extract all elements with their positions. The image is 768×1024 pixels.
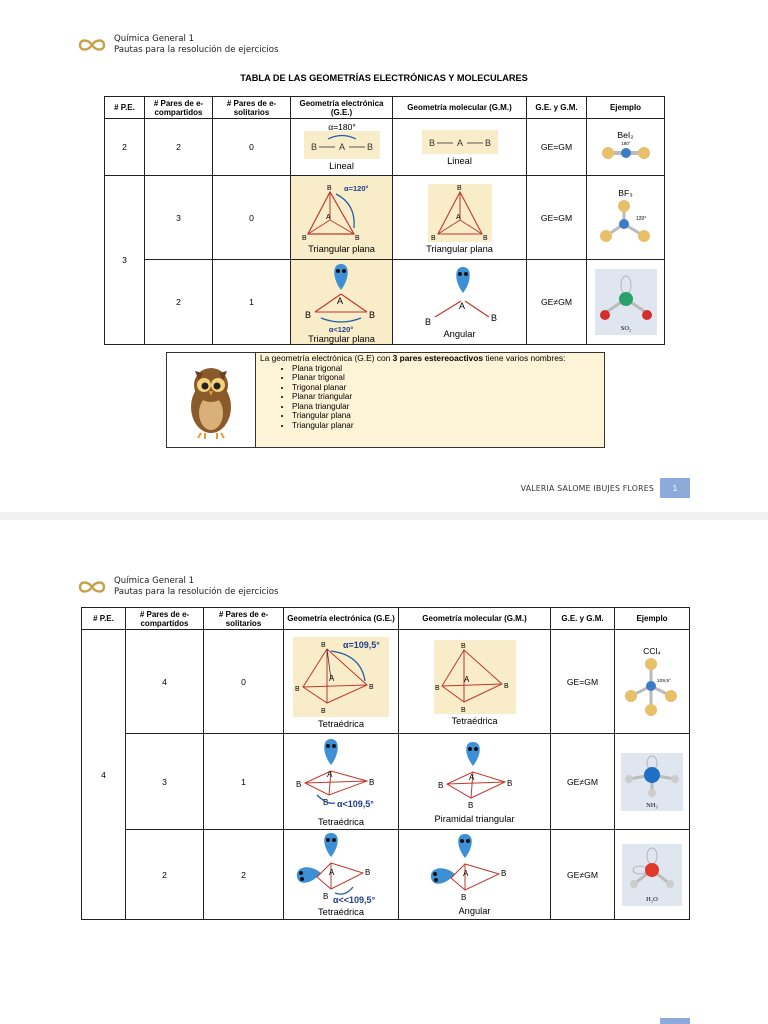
shared-pairs-cell: 4 bbox=[126, 630, 204, 734]
table-row bbox=[82, 734, 690, 830]
author-name: VALERIA SALOME IBUJES FLORES bbox=[520, 483, 654, 493]
geometry-table bbox=[104, 96, 665, 345]
atom-b-label: B bbox=[490, 313, 497, 323]
pyramidal-molecular-diagram bbox=[425, 740, 525, 814]
col-header-gm: Geometría molecular (G.M.) bbox=[399, 608, 551, 630]
atom-b-label: B bbox=[500, 868, 506, 878]
name-list bbox=[260, 364, 600, 431]
col-header-shared: # Pares de e- compartidos bbox=[145, 97, 213, 119]
example-cell bbox=[587, 119, 665, 176]
lone-pairs-cell: 1 bbox=[204, 734, 284, 830]
example-formula: BF₃ bbox=[618, 187, 633, 198]
bf3-molecule-model bbox=[596, 198, 656, 248]
angle-label: α=109,5° bbox=[343, 639, 380, 650]
atom-b-label: B bbox=[323, 891, 329, 901]
page-number-badge: 1 bbox=[660, 478, 690, 498]
tetrahedral-molecular-diagram bbox=[432, 638, 518, 716]
table-row bbox=[105, 119, 665, 176]
example-angle: 180° bbox=[620, 141, 631, 146]
atom-b-label: B bbox=[295, 685, 300, 693]
atom-a-label: A bbox=[338, 142, 345, 152]
atom-b-label: B bbox=[456, 184, 462, 192]
linear-molecular-diagram bbox=[420, 128, 500, 156]
col-header-gegm: G.E. y G.M. bbox=[527, 97, 587, 119]
gm-cell bbox=[393, 119, 527, 176]
pe-cell: 3 bbox=[105, 176, 145, 345]
nh3-molecule-model bbox=[621, 753, 683, 811]
table-row bbox=[105, 260, 665, 345]
atom-b-label: B bbox=[301, 234, 307, 242]
shared-pairs-cell: 3 bbox=[126, 734, 204, 830]
atom-b-label: B bbox=[354, 234, 360, 242]
atom-b-label: B bbox=[430, 234, 436, 242]
so2-molecule-model bbox=[595, 269, 657, 335]
ccl4-molecule-model bbox=[621, 656, 683, 718]
angle-label: α=180° bbox=[327, 123, 356, 132]
lone-pairs-cell: 0 bbox=[213, 119, 291, 176]
angle-label: α<120° bbox=[328, 325, 353, 334]
ge-caption: Tetraédrica bbox=[318, 718, 364, 729]
pe-cell: 4 bbox=[82, 630, 126, 920]
atom-b-label: B bbox=[310, 142, 317, 152]
atom-b-label: B bbox=[296, 779, 302, 789]
atom-b-label: B bbox=[503, 682, 509, 690]
atom-a-label: A bbox=[329, 673, 335, 683]
atom-b-label: B bbox=[323, 797, 329, 807]
atom-a-label: A bbox=[468, 772, 474, 782]
gm-caption: Tetraédrica bbox=[451, 715, 498, 726]
atom-b-label: B bbox=[506, 778, 512, 788]
atom-b-label: B bbox=[484, 138, 491, 148]
linear-geometry-diagram bbox=[302, 123, 382, 161]
example-formula: BeI₂ bbox=[617, 130, 634, 140]
gm-caption: Piramidal triangular bbox=[434, 813, 515, 824]
atom-b-label: B bbox=[460, 706, 466, 714]
atom-b-label: B bbox=[369, 683, 374, 691]
list-item: • Triangular plana bbox=[292, 411, 600, 421]
page-number-tab bbox=[660, 1018, 690, 1024]
angle-label: α<<109,5° bbox=[333, 894, 376, 905]
atom-a-label: A bbox=[462, 868, 468, 878]
trigonal-lone-pair-diagram bbox=[297, 260, 387, 334]
angle-label: α<109,5° bbox=[337, 798, 374, 809]
page-header bbox=[78, 576, 278, 598]
col-header-example: Ejemplo bbox=[587, 97, 665, 119]
header-subtitle: Pautas para la resolución de ejercicios bbox=[114, 587, 279, 597]
lone-pairs-cell: 1 bbox=[213, 260, 291, 345]
example-formula: SO₂ bbox=[620, 325, 631, 332]
shared-pairs-cell: 2 bbox=[145, 260, 213, 345]
example-cell bbox=[587, 260, 665, 345]
atom-a-label: A bbox=[329, 867, 335, 877]
gm-cell bbox=[393, 260, 527, 345]
list-item: • Planar trigonal bbox=[292, 373, 600, 383]
ge-caption: Triangular plana bbox=[308, 334, 375, 344]
col-header-pe: # P.E. bbox=[82, 608, 126, 630]
gegm-cell: GE=GM bbox=[551, 630, 615, 734]
lone-pairs-cell: 2 bbox=[204, 830, 284, 920]
atom-b-label: B bbox=[437, 780, 443, 790]
trigonal-planar-geometry-diagram bbox=[300, 182, 384, 244]
atom-a-label: A bbox=[458, 301, 465, 311]
table-title: TABLA DE LAS GEOMETRÍAS ELECTRÓNICAS Y MOLECULARES bbox=[240, 73, 528, 83]
col-header-ge: Geometría electrónica (G.E.) bbox=[284, 608, 399, 630]
shared-pairs-cell: 3 bbox=[145, 176, 213, 260]
atom-b-label: B bbox=[424, 317, 431, 327]
ge-caption: Lineal bbox=[329, 161, 354, 171]
example-angle: 109,5° bbox=[657, 678, 671, 684]
header-course: Química General 1 bbox=[114, 576, 195, 586]
col-header-pe: # P.E. bbox=[105, 97, 145, 119]
gegm-cell: GE=GM bbox=[527, 119, 587, 176]
tetrahedral-two-lone-pairs-diagram bbox=[291, 833, 391, 907]
atom-b-label: B bbox=[434, 684, 440, 692]
gegm-cell: GE=GM bbox=[527, 176, 587, 260]
ge-cell bbox=[284, 830, 399, 920]
atom-a-label: A bbox=[463, 674, 469, 684]
atom-b-label: B bbox=[428, 138, 435, 148]
lone-pairs-cell: 0 bbox=[204, 630, 284, 734]
example-cell bbox=[587, 176, 665, 260]
header-subtitle: Pautas para la resolución de ejercicios bbox=[114, 45, 279, 55]
shared-pairs-cell: 2 bbox=[126, 830, 204, 920]
header-course: Química General 1 bbox=[114, 34, 195, 44]
gm-caption: Angular bbox=[458, 905, 491, 916]
note-intro: La geometría electrónica (G.E) con 3 pares estereoactivos tiene varios nombres: bbox=[260, 353, 566, 363]
geometry-table-continued bbox=[81, 607, 690, 920]
atom-b-label: B bbox=[467, 800, 473, 810]
col-header-lone: # Pares de e- solitarios bbox=[204, 608, 284, 630]
gm-caption: Angular bbox=[443, 329, 476, 339]
owl-mascot-icon bbox=[181, 359, 241, 441]
angle-label: α=120° bbox=[343, 183, 369, 193]
list-item: • Planar triangular bbox=[292, 392, 600, 402]
bent-molecular-diagram bbox=[425, 834, 525, 906]
atom-b-label: B bbox=[321, 641, 326, 649]
table-row bbox=[82, 630, 690, 734]
atom-b-label: B bbox=[304, 310, 311, 320]
angular-molecular-diagram bbox=[415, 265, 505, 329]
gegm-cell: GE≠GM bbox=[551, 830, 615, 920]
col-header-shared: # Pares de e- compartidos bbox=[126, 608, 204, 630]
atom-a-label: A bbox=[455, 213, 461, 221]
h2o-molecule-model bbox=[622, 844, 682, 906]
pe-cell: 2 bbox=[105, 119, 145, 176]
col-header-gm: Geometría molecular (G.M.) bbox=[393, 97, 527, 119]
gegm-cell: GE≠GM bbox=[527, 260, 587, 345]
gm-cell bbox=[399, 630, 551, 734]
example-cell bbox=[615, 734, 690, 830]
info-note bbox=[166, 352, 605, 448]
table-row bbox=[105, 176, 665, 260]
example-formula: CCl₄ bbox=[643, 645, 661, 656]
atom-a-label: A bbox=[456, 138, 463, 148]
list-item: • Plana trigonal bbox=[292, 364, 600, 374]
document-page-2 bbox=[0, 520, 768, 1024]
gm-caption: Lineal bbox=[447, 156, 472, 166]
table-row bbox=[82, 830, 690, 920]
example-cell bbox=[615, 830, 690, 920]
infinity-icon bbox=[78, 580, 106, 594]
atom-b-label: B bbox=[482, 234, 488, 242]
atom-a-label: A bbox=[325, 213, 331, 221]
example-angle: 120° bbox=[635, 215, 646, 222]
ge-cell bbox=[291, 260, 393, 345]
atom-a-label: A bbox=[336, 296, 343, 306]
example-formula: NH₃ bbox=[646, 801, 658, 809]
col-header-gegm: G.E. y G.M. bbox=[551, 608, 615, 630]
atom-b-label: B bbox=[460, 642, 466, 650]
shared-pairs-cell: 2 bbox=[145, 119, 213, 176]
bei2-molecule-model bbox=[596, 140, 656, 164]
table-header-row bbox=[82, 608, 690, 630]
gegm-cell: GE≠GM bbox=[551, 734, 615, 830]
table-header-row bbox=[105, 97, 665, 119]
list-item: • Plana triangular bbox=[292, 402, 600, 412]
gm-caption: Triangular plana bbox=[426, 243, 493, 254]
atom-b-label: B bbox=[326, 184, 332, 192]
ge-cell bbox=[284, 734, 399, 830]
trigonal-planar-molecular-diagram bbox=[424, 182, 496, 244]
example-cell bbox=[615, 630, 690, 734]
col-header-example: Ejemplo bbox=[615, 608, 690, 630]
atom-b-label: B bbox=[369, 777, 375, 787]
gm-cell bbox=[393, 176, 527, 260]
ge-caption: Tetraédrica bbox=[318, 906, 364, 917]
page-footer bbox=[521, 478, 690, 498]
ge-cell bbox=[291, 119, 393, 176]
example-formula: H₂O bbox=[646, 895, 658, 903]
page-header bbox=[78, 34, 278, 56]
ge-caption: Triangular plana bbox=[308, 243, 375, 254]
col-header-lone: # Pares de e- solitarios bbox=[213, 97, 291, 119]
ge-caption: Tetraédrica bbox=[318, 816, 364, 827]
ge-cell bbox=[284, 630, 399, 734]
list-item: • Trigonal planar bbox=[292, 383, 600, 393]
atom-a-label: A bbox=[327, 769, 333, 779]
infinity-icon bbox=[78, 38, 106, 52]
atom-b-label: B bbox=[368, 310, 375, 320]
atom-b-label: B bbox=[366, 142, 373, 152]
list-item: • Triangular planar bbox=[292, 421, 600, 431]
gm-cell bbox=[399, 830, 551, 920]
col-header-ge: Geometría electrónica (G.E.) bbox=[291, 97, 393, 119]
lone-pairs-cell: 0 bbox=[213, 176, 291, 260]
atom-b-label: B bbox=[460, 892, 466, 902]
tetrahedral-geometry-diagram bbox=[291, 635, 391, 719]
ge-cell bbox=[291, 176, 393, 260]
gm-cell bbox=[399, 734, 551, 830]
atom-b-label: B bbox=[321, 707, 326, 715]
atom-b-label: B bbox=[365, 867, 371, 877]
tetrahedral-lone-pair-diagram bbox=[291, 737, 391, 817]
